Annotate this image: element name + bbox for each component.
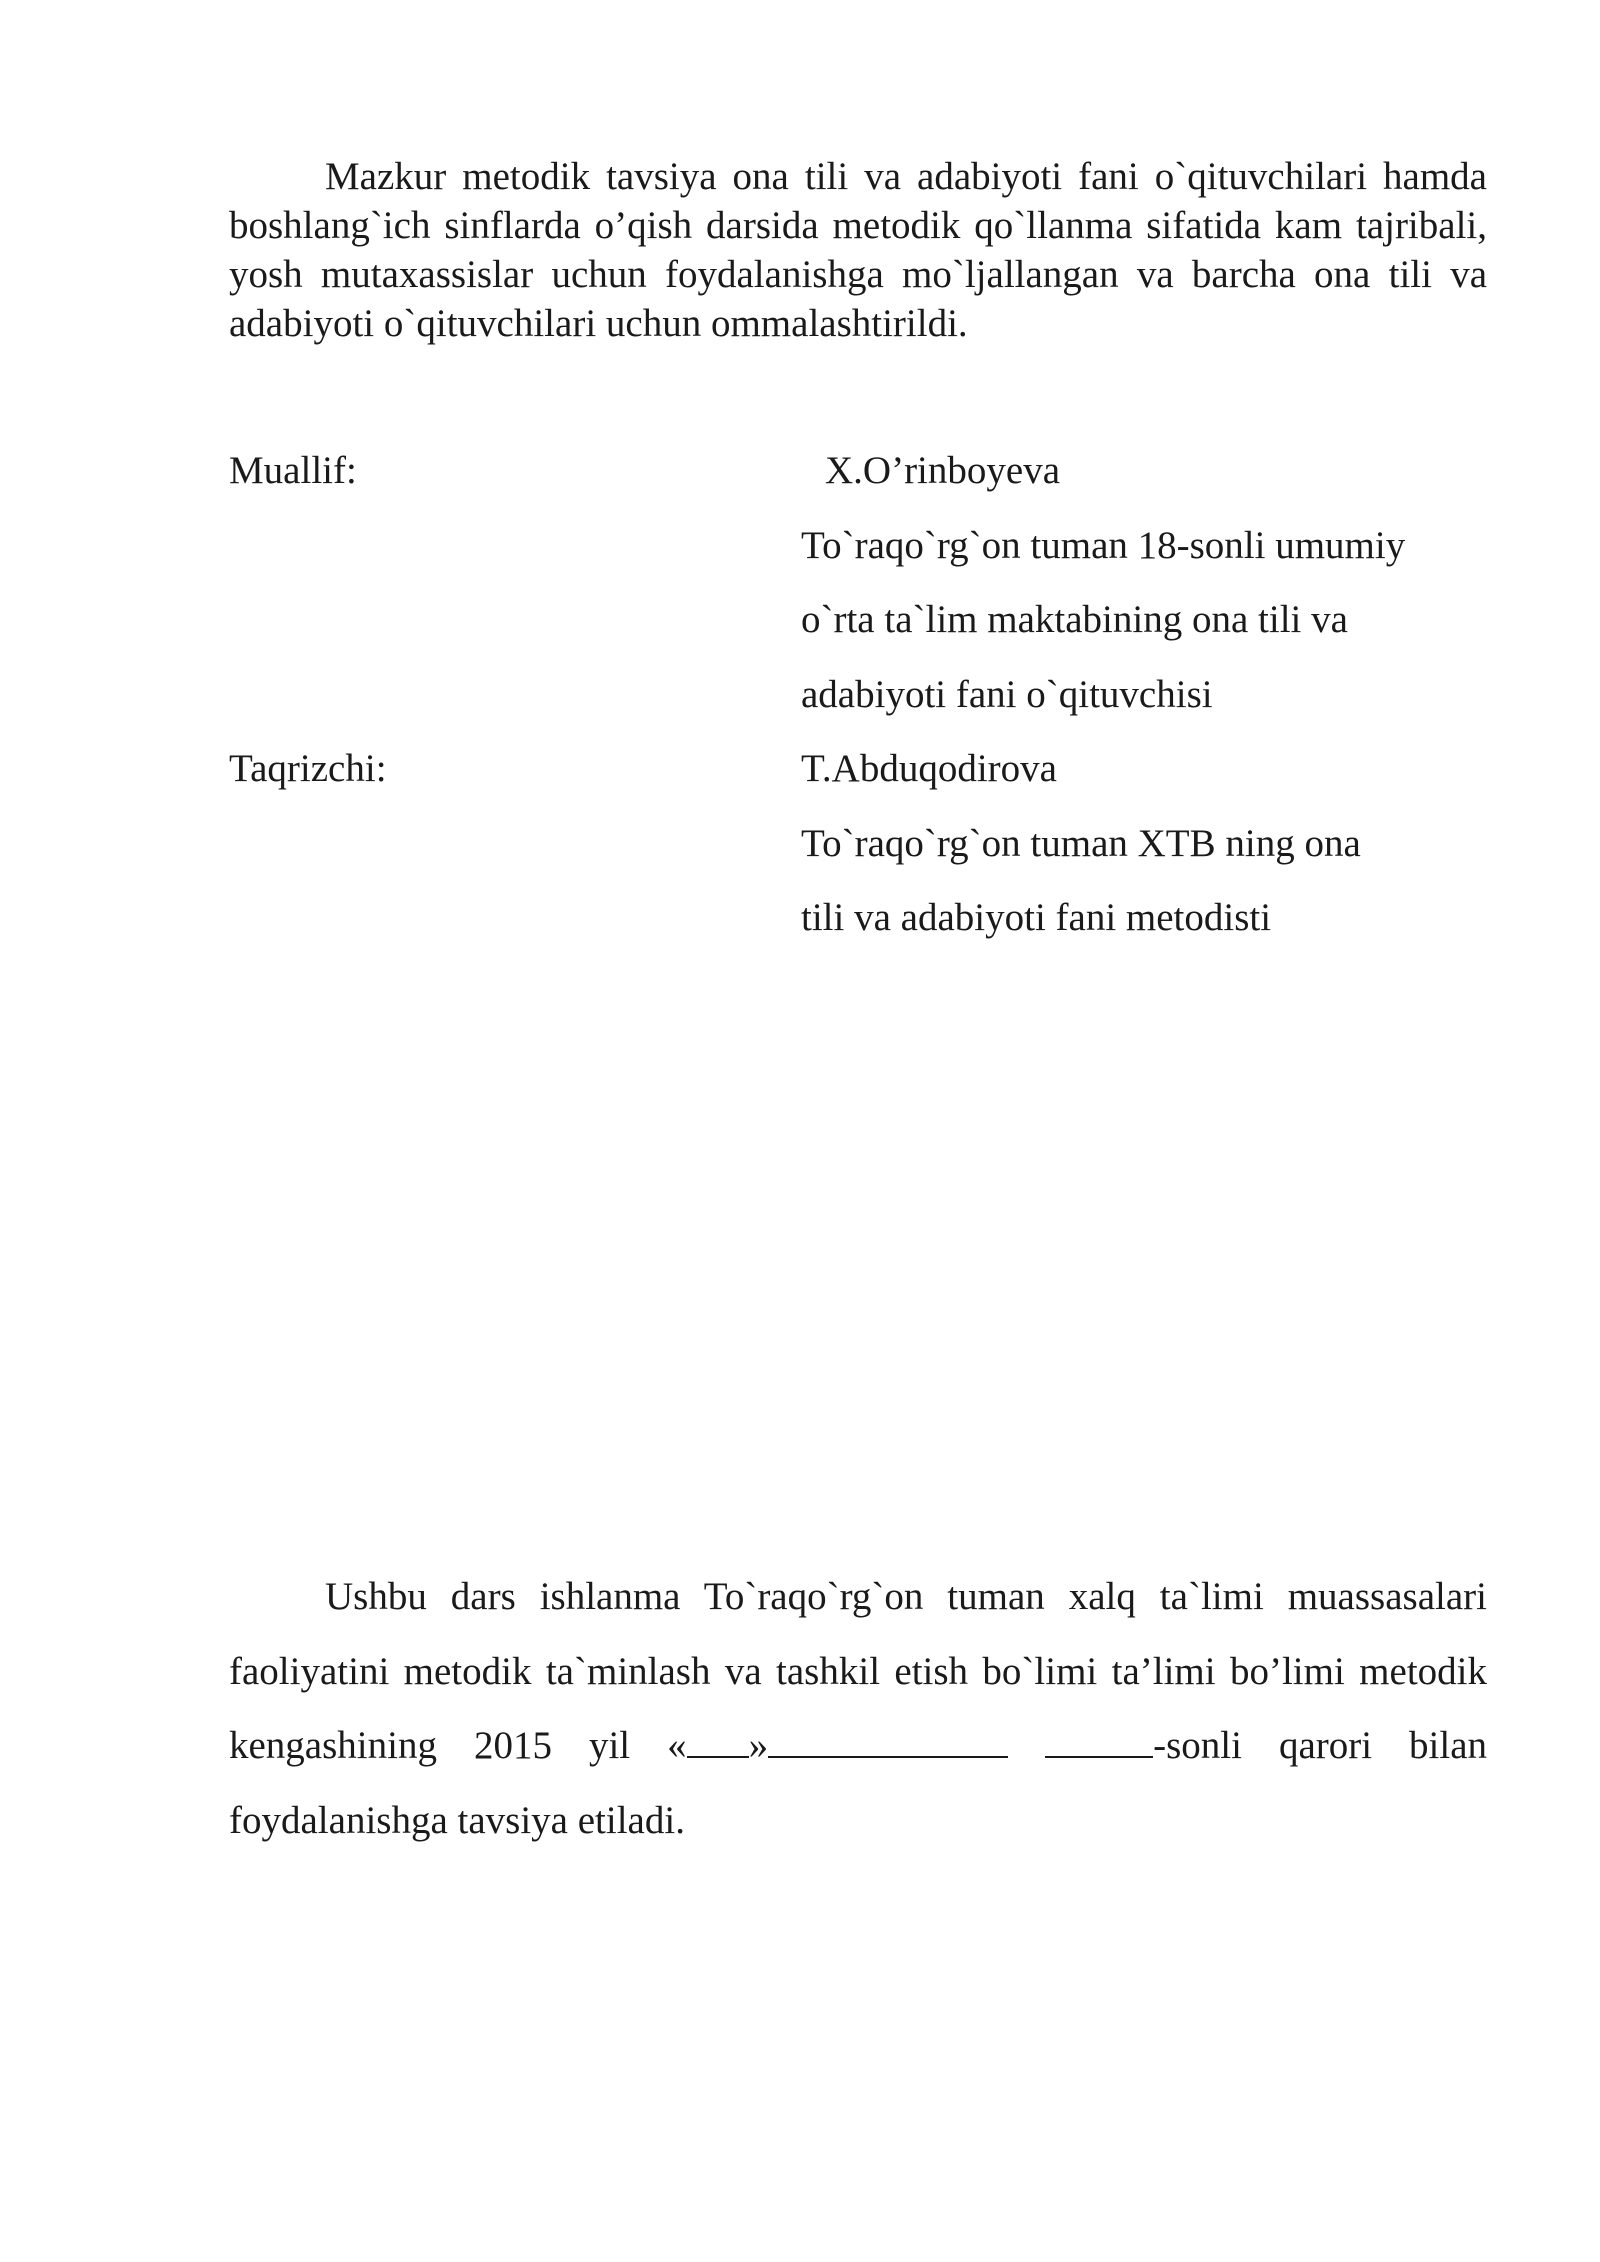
reviewer-name: T.Abduqodirova	[801, 747, 1057, 790]
close-quote: »	[748, 1724, 769, 1767]
reviewer-label: Taqrizchi:	[229, 747, 387, 790]
reviewer-affiliation-line: tili va adabiyoti fani metodisti	[801, 896, 1272, 939]
intro-text: Mazkur metodik tavsiya ona tili va adabiyoti fani o`qituvchilari hamda boshlang`ich sinflarda o’qish darsida metodik qo`llanma sifatida kam tajribali, yosh mutaxassislar uchun foydalanishga mo`ljallangan va barcha ona tili va adabiyoti o`qituvchilari uchun ommalashtirildi.	[229, 155, 1487, 345]
author-affiliation-line: To`raqo`rg`on tuman 18-sonli umumiy	[801, 523, 1406, 567]
approval-text: Ushbu dars ishlanma To`raqo`rg`on tuman xalq ta`limi muassasalari faoliyatini metodik ta`minlash va tashkil etish bo`limi ta’limi bo’limi metodik kengashining 2015 yil	[229, 1575, 1487, 1767]
approval-text-end: -sonli qarori bilan foydalanishga tavsiya etiladi.	[229, 1724, 1488, 1842]
author-affiliation-line: o`rta ta`lim maktabining ona tili va	[801, 598, 1348, 641]
author-name: X.O’rinboyeva	[825, 449, 1061, 492]
date-day-blank	[687, 1726, 749, 1758]
author-label: Muallif:	[229, 449, 357, 492]
open-quote: «	[667, 1724, 687, 1767]
author-info	[801, 434, 1501, 732]
decision-number-blank	[1045, 1726, 1153, 1758]
author-affiliation-line: adabiyoti fani o`qituvchisi	[801, 672, 1213, 716]
intro-paragraph	[229, 152, 1487, 348]
reviewer-affiliation-line: To`raqo`rg`on tuman XTB ning ona	[801, 821, 1361, 865]
reviewer-info	[801, 732, 1501, 956]
approval-paragraph	[229, 1560, 1487, 1858]
date-month-blank	[768, 1726, 1008, 1758]
